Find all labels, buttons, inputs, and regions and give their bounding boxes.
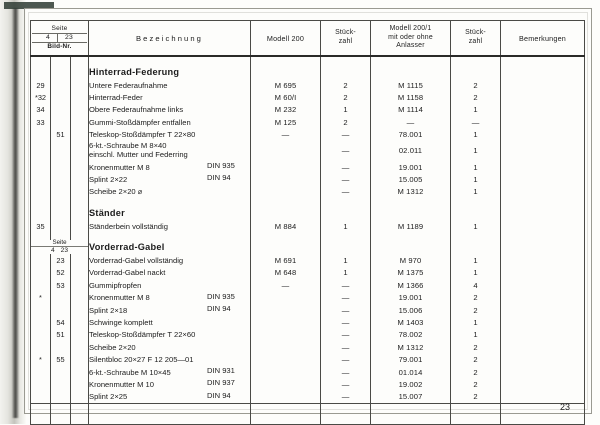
row-modell-200: M 695 bbox=[251, 79, 321, 91]
row-bemerkungen bbox=[501, 304, 585, 316]
row-bemerkungen bbox=[501, 79, 585, 91]
row-stueckzahl-1: 1 bbox=[321, 104, 371, 116]
row-modell-200: M 648 bbox=[251, 267, 321, 279]
row-stueckzahl-1: — bbox=[321, 366, 371, 378]
row-modell-200 bbox=[251, 391, 321, 404]
row-description: Teleskop-Stoßdämpfer T 22×60 bbox=[89, 330, 196, 340]
row-ref-page23: 51 bbox=[51, 129, 71, 141]
row-bezeichnung-cell bbox=[89, 341, 251, 353]
row-stueckzahl-2: 1 bbox=[451, 267, 501, 279]
row-description: Teleskop-Stoßdämpfer T 22×80 bbox=[89, 130, 196, 140]
row-bezeichnung-cell bbox=[89, 316, 251, 328]
row-ref-spacer bbox=[71, 316, 89, 328]
row-ref-page4 bbox=[31, 304, 51, 316]
row-stueckzahl-1: — bbox=[321, 186, 371, 198]
row-stueckzahl-2: 4 bbox=[451, 279, 501, 291]
row-stueckzahl-1: — bbox=[321, 279, 371, 291]
row-ref-page4 bbox=[31, 161, 51, 173]
row-description: 6-kt.-Schraube M 10×45 bbox=[89, 367, 171, 377]
table-row[interactable] bbox=[31, 186, 585, 198]
row-din-number: DIN 931 bbox=[207, 365, 235, 375]
table-row[interactable] bbox=[31, 116, 585, 128]
header-stueckzahl-2-line1: Stück- bbox=[465, 29, 486, 37]
row-ref-spacer bbox=[71, 129, 89, 141]
row-modell-200: — bbox=[251, 279, 321, 291]
row-ref-page4 bbox=[31, 254, 51, 266]
row-bezeichnung-cell bbox=[89, 173, 251, 185]
row-description: Gummipfropfen bbox=[89, 280, 142, 290]
header-page-b: 23 bbox=[65, 33, 73, 41]
row-modell-2001: M 1366 bbox=[371, 279, 451, 291]
header-seite-bildnr bbox=[31, 21, 89, 57]
inner-seite-page-a: 4 bbox=[50, 247, 55, 255]
row-bezeichnung-cell bbox=[89, 186, 251, 198]
row-modell-2001: 15.006 bbox=[371, 304, 451, 316]
row-ref-page4: * bbox=[31, 292, 51, 304]
row-modell-2001: 78.001 bbox=[371, 129, 451, 141]
row-modell-200: M 60/I bbox=[251, 91, 321, 103]
row-description: Scheibe 2×20 bbox=[89, 342, 136, 352]
row-modell-2001: M 1312 bbox=[371, 341, 451, 353]
row-stueckzahl-1: 2 bbox=[321, 79, 371, 91]
row-bemerkungen bbox=[501, 91, 585, 103]
row-modell-2001: M 1189 bbox=[371, 220, 451, 232]
row-ref-page23 bbox=[51, 116, 71, 128]
row-modell-200 bbox=[251, 378, 321, 390]
row-bemerkungen bbox=[501, 366, 585, 378]
row-ref-spacer bbox=[71, 141, 89, 161]
row-stueckzahl-1: — bbox=[321, 353, 371, 365]
row-bemerkungen bbox=[501, 104, 585, 116]
row-bemerkungen bbox=[501, 353, 585, 365]
row-ref-spacer bbox=[71, 91, 89, 103]
row-ref-page23: 23 bbox=[51, 254, 71, 266]
table-row[interactable] bbox=[31, 173, 585, 185]
row-din-number: DIN 935 bbox=[207, 160, 235, 170]
table-row[interactable] bbox=[31, 104, 585, 116]
table-row[interactable] bbox=[31, 329, 585, 341]
row-bemerkungen bbox=[501, 267, 585, 279]
row-stueckzahl-2: 2 bbox=[451, 292, 501, 304]
row-modell-200 bbox=[251, 329, 321, 341]
row-stueckzahl-2: 2 bbox=[451, 378, 501, 390]
row-stueckzahl-1: — bbox=[321, 173, 371, 185]
row-stueckzahl-2: 2 bbox=[451, 341, 501, 353]
row-stueckzahl-2: 1 bbox=[451, 141, 501, 161]
row-bezeichnung-cell bbox=[89, 304, 251, 316]
parts-table bbox=[30, 20, 585, 425]
row-ref-page4 bbox=[31, 129, 51, 141]
row-stueckzahl-1: — bbox=[321, 129, 371, 141]
row-ref-page23 bbox=[51, 292, 71, 304]
row-modell-2001: 19.001 bbox=[371, 161, 451, 173]
row-ref-page23 bbox=[51, 391, 71, 404]
row-description: Silentbloc 20×27 F 12 205—01 bbox=[89, 355, 194, 365]
row-ref-page4 bbox=[31, 279, 51, 291]
row-bezeichnung-cell bbox=[89, 329, 251, 341]
scan-spine-shadow bbox=[12, 8, 19, 418]
row-modell-200: M 691 bbox=[251, 254, 321, 266]
row-stueckzahl-2: 1 bbox=[451, 329, 501, 341]
row-bezeichnung-cell bbox=[89, 161, 251, 173]
row-ref-page4: 35 bbox=[31, 220, 51, 232]
row-ref-page4: 33 bbox=[31, 116, 51, 128]
row-stueckzahl-2: 1 bbox=[451, 254, 501, 266]
row-bezeichnung-cell bbox=[89, 378, 251, 390]
row-bemerkungen bbox=[501, 341, 585, 353]
spacer-row bbox=[31, 56, 585, 64]
table-row[interactable] bbox=[31, 353, 585, 365]
row-din-number: DIN 94 bbox=[207, 173, 231, 183]
table-row[interactable] bbox=[31, 161, 585, 173]
row-bezeichnung-cell bbox=[89, 267, 251, 279]
section-title: Vorderrad-Gabel bbox=[89, 240, 251, 255]
row-modell-2001: M 1115 bbox=[371, 79, 451, 91]
row-ref-page23 bbox=[51, 79, 71, 91]
row-bemerkungen bbox=[501, 292, 585, 304]
row-ref-spacer bbox=[71, 220, 89, 232]
row-description: Vorderrad-Gabel vollständig bbox=[89, 256, 184, 266]
row-bezeichnung-cell bbox=[89, 91, 251, 103]
row-description: Ständerbein vollständig bbox=[89, 221, 168, 231]
row-bezeichnung-cell bbox=[89, 79, 251, 91]
row-modell-200 bbox=[251, 292, 321, 304]
row-ref-page23 bbox=[51, 378, 71, 390]
row-modell-2001: M 1158 bbox=[371, 91, 451, 103]
row-stueckzahl-2: 1 bbox=[451, 316, 501, 328]
row-ref-page23: 53 bbox=[51, 279, 71, 291]
row-bezeichnung-cell bbox=[89, 254, 251, 266]
row-ref-spacer bbox=[71, 79, 89, 91]
inner-seite-label: Seite bbox=[31, 240, 88, 248]
row-stueckzahl-1: — bbox=[321, 161, 371, 173]
row-stueckzahl-1: — bbox=[321, 292, 371, 304]
row-ref-page23 bbox=[51, 141, 71, 161]
row-ref-page23 bbox=[51, 341, 71, 353]
row-modell-2001: 19.001 bbox=[371, 292, 451, 304]
row-bezeichnung-cell bbox=[89, 279, 251, 291]
row-stueckzahl-2: 2 bbox=[451, 79, 501, 91]
header-stueckzahl-1-line2: zahl bbox=[338, 38, 353, 45]
row-ref-spacer bbox=[71, 341, 89, 353]
row-bemerkungen bbox=[501, 129, 585, 141]
row-ref-page4 bbox=[31, 341, 51, 353]
table-row[interactable] bbox=[31, 341, 585, 353]
row-ref-page23 bbox=[51, 220, 71, 232]
row-modell-2001: 15.007 bbox=[371, 391, 451, 404]
row-ref-spacer bbox=[71, 304, 89, 316]
row-bemerkungen bbox=[501, 254, 585, 266]
row-modell-200: M 232 bbox=[251, 104, 321, 116]
row-stueckzahl-2: 2 bbox=[451, 91, 501, 103]
row-modell-2001: 79.001 bbox=[371, 353, 451, 365]
row-modell-200 bbox=[251, 186, 321, 198]
row-stueckzahl-2: 1 bbox=[451, 173, 501, 185]
row-din-number: DIN 935 bbox=[207, 291, 235, 301]
header-bildnr-label: Bild-Nr. bbox=[47, 43, 72, 51]
header-page-a: 4 bbox=[46, 34, 58, 42]
row-ref-spacer bbox=[71, 104, 89, 116]
row-ref-page4 bbox=[31, 141, 51, 161]
row-description: Obere Federaufnahme links bbox=[89, 105, 184, 115]
row-bemerkungen bbox=[501, 391, 585, 404]
row-din-number: DIN 94 bbox=[207, 390, 231, 400]
row-modell-200: M 125 bbox=[251, 116, 321, 128]
row-modell-2001: M 970 bbox=[371, 254, 451, 266]
section-title-row bbox=[31, 205, 585, 220]
table-row[interactable] bbox=[31, 129, 585, 141]
row-description: Gummi-Stoßdämpfer entfallen bbox=[89, 117, 191, 127]
section-title-row bbox=[31, 64, 585, 79]
row-modell-200: — bbox=[251, 129, 321, 141]
row-din-number: DIN 937 bbox=[207, 378, 235, 388]
row-stueckzahl-2: 2 bbox=[451, 353, 501, 365]
section-title: Hinterrad-Federung bbox=[89, 64, 251, 79]
row-ref-spacer bbox=[71, 279, 89, 291]
row-ref-page23 bbox=[51, 366, 71, 378]
row-stueckzahl-1: 2 bbox=[321, 91, 371, 103]
row-bemerkungen bbox=[501, 220, 585, 232]
row-ref-page4 bbox=[31, 378, 51, 390]
row-ref-page4: 34 bbox=[31, 104, 51, 116]
header-modell-200: Modell 200 bbox=[251, 21, 321, 57]
header-bezeichnung: Bezeichnung bbox=[89, 21, 251, 57]
row-ref-spacer bbox=[71, 391, 89, 404]
row-ref-page23: 54 bbox=[51, 316, 71, 328]
row-description: Splint 2×18 bbox=[89, 305, 128, 315]
row-bezeichnung-cell bbox=[89, 391, 251, 404]
row-description: Untere Federaufnahme bbox=[89, 80, 168, 90]
row-ref-page4: * bbox=[31, 353, 51, 365]
row-ref-spacer bbox=[71, 292, 89, 304]
row-bemerkungen bbox=[501, 141, 585, 161]
inner-seite-page-b: 23 bbox=[60, 247, 68, 255]
table-body bbox=[31, 56, 585, 425]
row-bemerkungen bbox=[501, 316, 585, 328]
row-ref-page23 bbox=[51, 104, 71, 116]
row-ref-page4: *32 bbox=[31, 91, 51, 103]
row-ref-spacer bbox=[71, 161, 89, 173]
row-stueckzahl-2: — bbox=[451, 116, 501, 128]
row-stueckzahl-1: 2 bbox=[321, 116, 371, 128]
table-row[interactable] bbox=[31, 316, 585, 328]
row-bezeichnung-cell bbox=[89, 353, 251, 365]
row-ref-page4 bbox=[31, 173, 51, 185]
header-stueckzahl-1-line1: Stück- bbox=[335, 29, 356, 37]
row-modell-2001: 15.005 bbox=[371, 173, 451, 185]
row-modell-200 bbox=[251, 141, 321, 161]
row-stueckzahl-1: — bbox=[321, 304, 371, 316]
row-modell-200 bbox=[251, 353, 321, 365]
table-row[interactable] bbox=[31, 304, 585, 316]
table-row[interactable] bbox=[31, 366, 585, 378]
spacer-row bbox=[31, 414, 585, 425]
inner-seite-marker-row bbox=[31, 240, 585, 255]
row-bezeichnung-cell bbox=[89, 116, 251, 128]
row-ref-page4: 29 bbox=[31, 79, 51, 91]
row-ref-page23 bbox=[51, 161, 71, 173]
row-ref-page23: 55 bbox=[51, 353, 71, 365]
header-stueckzahl-2-line2: zahl bbox=[468, 38, 483, 45]
row-modell-200: M 884 bbox=[251, 220, 321, 232]
row-ref-spacer bbox=[71, 254, 89, 266]
row-stueckzahl-1: — bbox=[321, 391, 371, 404]
row-ref-page23: 51 bbox=[51, 329, 71, 341]
section-title: Ständer bbox=[89, 205, 251, 220]
table-row[interactable] bbox=[31, 267, 585, 279]
row-modell-200 bbox=[251, 316, 321, 328]
row-description: Schwinge komplett bbox=[89, 317, 153, 327]
row-modell-2001: 78.002 bbox=[371, 329, 451, 341]
spacer-row bbox=[31, 233, 585, 240]
row-stueckzahl-2: 2 bbox=[451, 391, 501, 404]
row-ref-page4 bbox=[31, 391, 51, 404]
row-bemerkungen bbox=[501, 329, 585, 341]
row-ref-page4 bbox=[31, 329, 51, 341]
row-bemerkungen bbox=[501, 173, 585, 185]
row-ref-page23: 52 bbox=[51, 267, 71, 279]
row-modell-200 bbox=[251, 173, 321, 185]
row-bezeichnung-cell bbox=[89, 292, 251, 304]
row-bezeichnung-cell bbox=[89, 366, 251, 378]
row-bemerkungen bbox=[501, 186, 585, 198]
row-stueckzahl-1: — bbox=[321, 141, 371, 161]
header-modell-2001 bbox=[371, 21, 451, 57]
row-ref-spacer bbox=[71, 329, 89, 341]
row-modell-200 bbox=[251, 161, 321, 173]
row-bezeichnung-cell bbox=[89, 104, 251, 116]
row-modell-2001: M 1403 bbox=[371, 316, 451, 328]
row-modell-2001: M 1114 bbox=[371, 104, 451, 116]
row-description: Kronenmutter M 10 bbox=[89, 379, 154, 389]
row-stueckzahl-2: 1 bbox=[451, 161, 501, 173]
row-modell-2001: 02.011 bbox=[371, 141, 451, 161]
row-stueckzahl-2: 1 bbox=[451, 104, 501, 116]
row-modell-2001: M 1312 bbox=[371, 186, 451, 198]
row-ref-spacer bbox=[71, 186, 89, 198]
row-modell-200 bbox=[251, 304, 321, 316]
row-ref-page4 bbox=[31, 366, 51, 378]
row-ref-page4 bbox=[31, 316, 51, 328]
header-bemerkungen: Bemerkungen bbox=[501, 21, 585, 57]
row-modell-200 bbox=[251, 366, 321, 378]
row-modell-2001: 19.002 bbox=[371, 378, 451, 390]
row-description: Kronenmutter M 8 bbox=[89, 293, 150, 303]
parts-catalog-sheet bbox=[30, 20, 584, 402]
spacer-row bbox=[31, 198, 585, 205]
row-stueckzahl-1: — bbox=[321, 341, 371, 353]
row-ref-spacer bbox=[71, 116, 89, 128]
row-ref-page4 bbox=[31, 186, 51, 198]
row-ref-spacer bbox=[71, 353, 89, 365]
table-row[interactable] bbox=[31, 378, 585, 390]
row-description: Hinterrad-Feder bbox=[89, 93, 143, 103]
row-bemerkungen bbox=[501, 378, 585, 390]
row-ref-spacer bbox=[71, 267, 89, 279]
header-seite-label: Seite bbox=[51, 24, 68, 32]
row-stueckzahl-2: 1 bbox=[451, 129, 501, 141]
row-bemerkungen bbox=[501, 116, 585, 128]
table-row[interactable] bbox=[31, 292, 585, 304]
row-ref-page23 bbox=[51, 304, 71, 316]
row-ref-page23 bbox=[51, 173, 71, 185]
row-stueckzahl-2: 1 bbox=[451, 186, 501, 198]
row-description-cont: einschl. Mutter und Federring bbox=[89, 149, 188, 159]
row-modell-2001: 01.014 bbox=[371, 366, 451, 378]
header-stueckzahl-2 bbox=[451, 21, 501, 57]
row-stueckzahl-1: 1 bbox=[321, 220, 371, 232]
table-header bbox=[31, 21, 585, 57]
row-stueckzahl-1: — bbox=[321, 329, 371, 341]
row-stueckzahl-1: — bbox=[321, 316, 371, 328]
row-modell-200 bbox=[251, 341, 321, 353]
row-modell-2001: M 1375 bbox=[371, 267, 451, 279]
table-row[interactable] bbox=[31, 279, 585, 291]
page-number: 23 bbox=[559, 402, 570, 412]
table-row[interactable] bbox=[31, 254, 585, 266]
row-description: Splint 2×22 bbox=[89, 175, 128, 185]
table-row[interactable] bbox=[31, 391, 585, 404]
row-description: Vorderrad-Gabel nackt bbox=[89, 268, 166, 278]
row-stueckzahl-2: 2 bbox=[451, 366, 501, 378]
table-row[interactable] bbox=[31, 220, 585, 232]
row-stueckzahl-1: — bbox=[321, 378, 371, 390]
row-description: Splint 2×25 bbox=[89, 392, 128, 402]
inner-seite-marker bbox=[31, 240, 89, 255]
row-description: Scheibe 2×20 ⌀ bbox=[89, 187, 143, 197]
table-row[interactable] bbox=[31, 79, 585, 91]
row-stueckzahl-2: 2 bbox=[451, 304, 501, 316]
row-ref-spacer bbox=[71, 366, 89, 378]
header-modell-2001-line2: mit oder ohne bbox=[388, 33, 433, 41]
row-bemerkungen bbox=[501, 161, 585, 173]
table-row[interactable] bbox=[31, 141, 585, 161]
row-ref-page23 bbox=[51, 186, 71, 198]
row-stueckzahl-1: 1 bbox=[321, 254, 371, 266]
spacer-row bbox=[31, 404, 585, 415]
row-bemerkungen bbox=[501, 279, 585, 291]
row-description: Kronenmutter M 8 bbox=[89, 162, 150, 172]
header-stueckzahl-1 bbox=[321, 21, 371, 57]
row-ref-page4 bbox=[31, 267, 51, 279]
row-bezeichnung-cell bbox=[89, 220, 251, 232]
row-modell-2001: — bbox=[371, 116, 451, 128]
header-modell-2001-line3: Anlasser bbox=[396, 42, 425, 50]
row-bezeichnung-cell bbox=[89, 141, 251, 161]
row-din-number: DIN 94 bbox=[207, 303, 231, 313]
row-description: 6-kt.-Schraube M 8×40 bbox=[89, 141, 167, 150]
row-ref-page23 bbox=[51, 91, 71, 103]
table-row[interactable] bbox=[31, 91, 585, 103]
row-ref-spacer bbox=[71, 173, 89, 185]
row-stueckzahl-2: 1 bbox=[451, 220, 501, 232]
row-stueckzahl-1: 1 bbox=[321, 267, 371, 279]
row-bezeichnung-cell bbox=[89, 129, 251, 141]
row-ref-spacer bbox=[71, 378, 89, 390]
header-modell-2001-line1: Modell 200/1 bbox=[389, 25, 432, 33]
